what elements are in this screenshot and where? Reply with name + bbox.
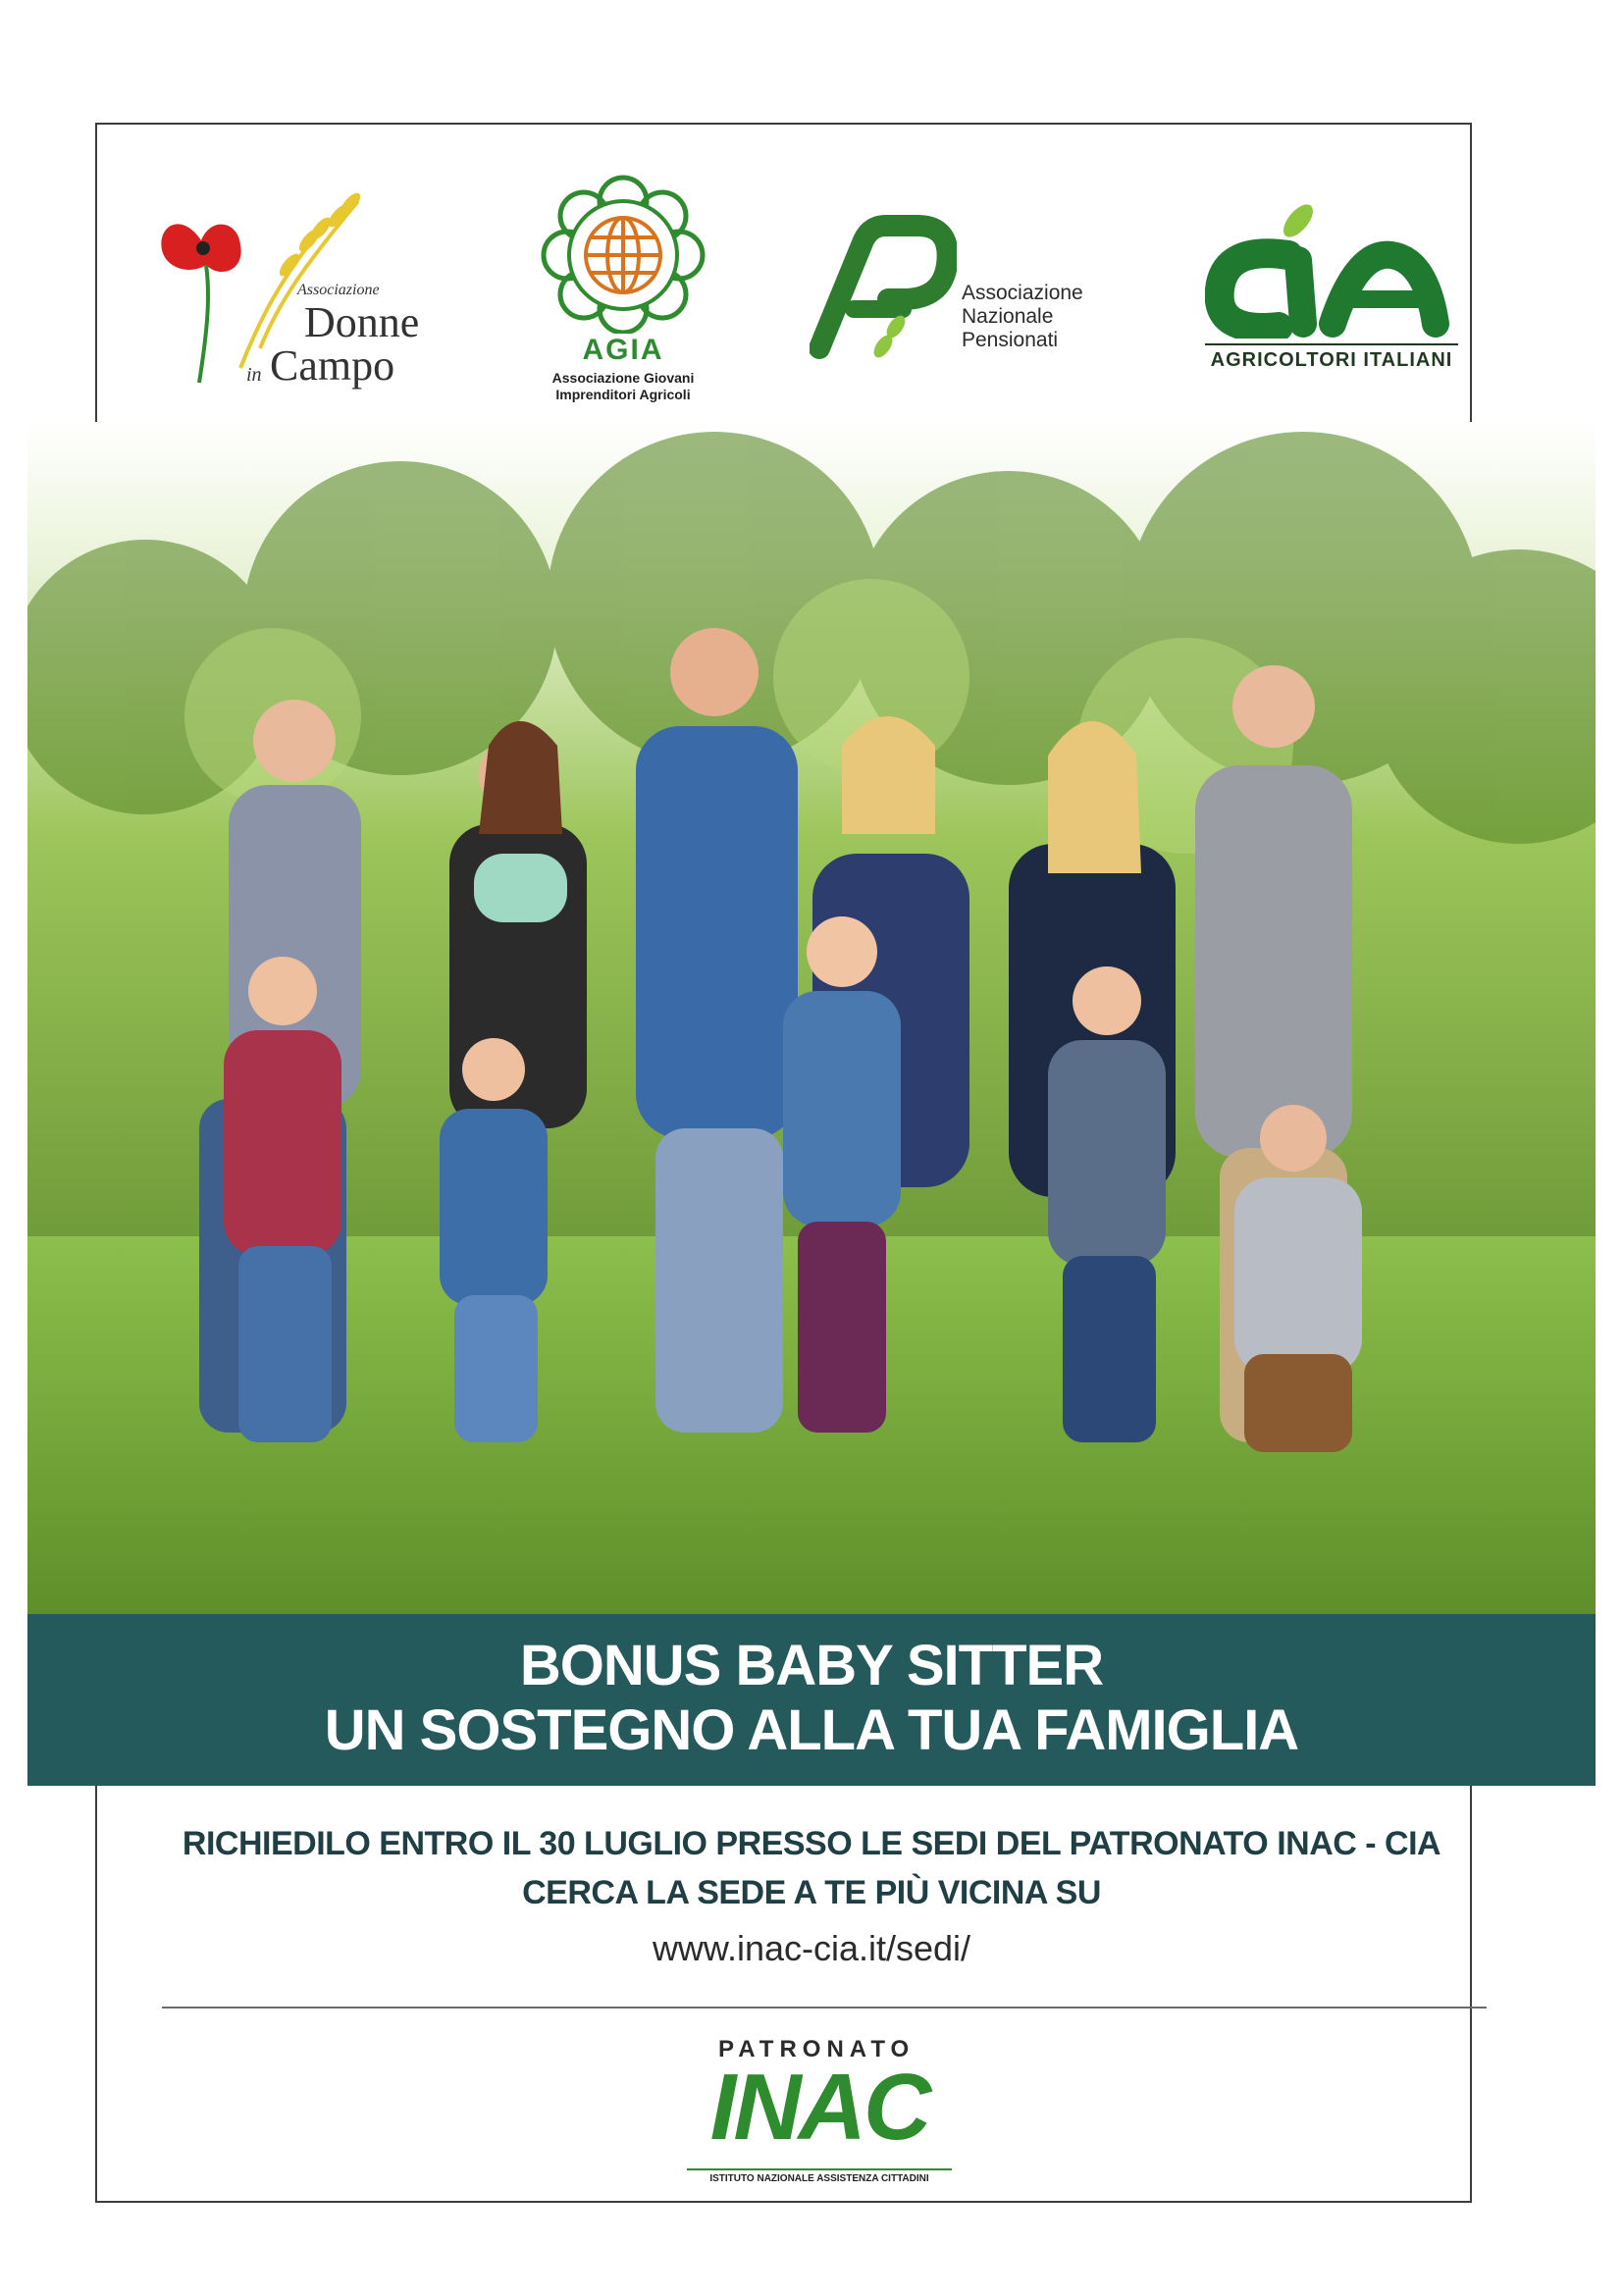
inac-wordmark: INAC <box>709 2055 929 2160</box>
headline-title: BONUS BABY SITTER <box>519 1634 1104 1697</box>
anp-line3: Pensionati <box>962 329 1059 351</box>
anp-name <box>962 282 1083 352</box>
anp-monogram-icon <box>810 211 957 368</box>
agia-logo <box>540 172 707 407</box>
inac-subtitle: ISTITUTO NAZIONALE ASSISTENZA CITTADINI <box>687 2168 952 2184</box>
anp-line2: Nazionale <box>962 305 1054 328</box>
donne-in-campo-logo <box>152 172 446 397</box>
cta-deadline-text: RICHIEDILO ENTRO IL 30 LUGLIO PRESSO LE SEDI DEL PATRONATO INAC - CIA <box>182 1825 1441 1862</box>
agia-subtitle-line1: Associazione Giovani <box>551 370 695 386</box>
globe-flower-icon <box>540 172 707 334</box>
inac-patronato-label: PATRONATO <box>718 2036 916 2062</box>
inac-logo <box>687 2036 952 2193</box>
agia-subtitle-line2: Imprenditori Agricoli <box>555 387 691 402</box>
cta-find-office-text: CERCA LA SEDE A TE PIÙ VICINA SU <box>522 1874 1101 1911</box>
family-photo <box>27 422 1596 1614</box>
offices-url-link[interactable]: www.inac-cia.it/sedi/ <box>652 1928 971 1968</box>
cia-subtitle: AGRICOLTORI ITALIANI <box>1205 343 1458 372</box>
headline-subtitle: UN SOSTEGNO ALLA TUA FAMIGLIA <box>324 1698 1299 1762</box>
donne-in-campo-in: in <box>246 364 262 386</box>
agia-subtitle <box>540 370 707 403</box>
headline-banner <box>27 1614 1596 1786</box>
donne-in-campo-campo: Campo <box>270 341 395 390</box>
agia-wordmark: AGIA <box>582 334 664 366</box>
donne-in-campo-associazione: Associazione <box>297 282 380 298</box>
cia-wordmark-icon <box>1205 201 1460 339</box>
cia-logo <box>1205 201 1460 383</box>
anp-logo <box>810 211 1124 368</box>
donne-in-campo-donne: Donne <box>304 298 420 346</box>
footer-divider <box>162 2007 1487 2009</box>
family-in-park-image <box>27 422 1596 1614</box>
anp-line1: Associazione <box>962 282 1083 304</box>
